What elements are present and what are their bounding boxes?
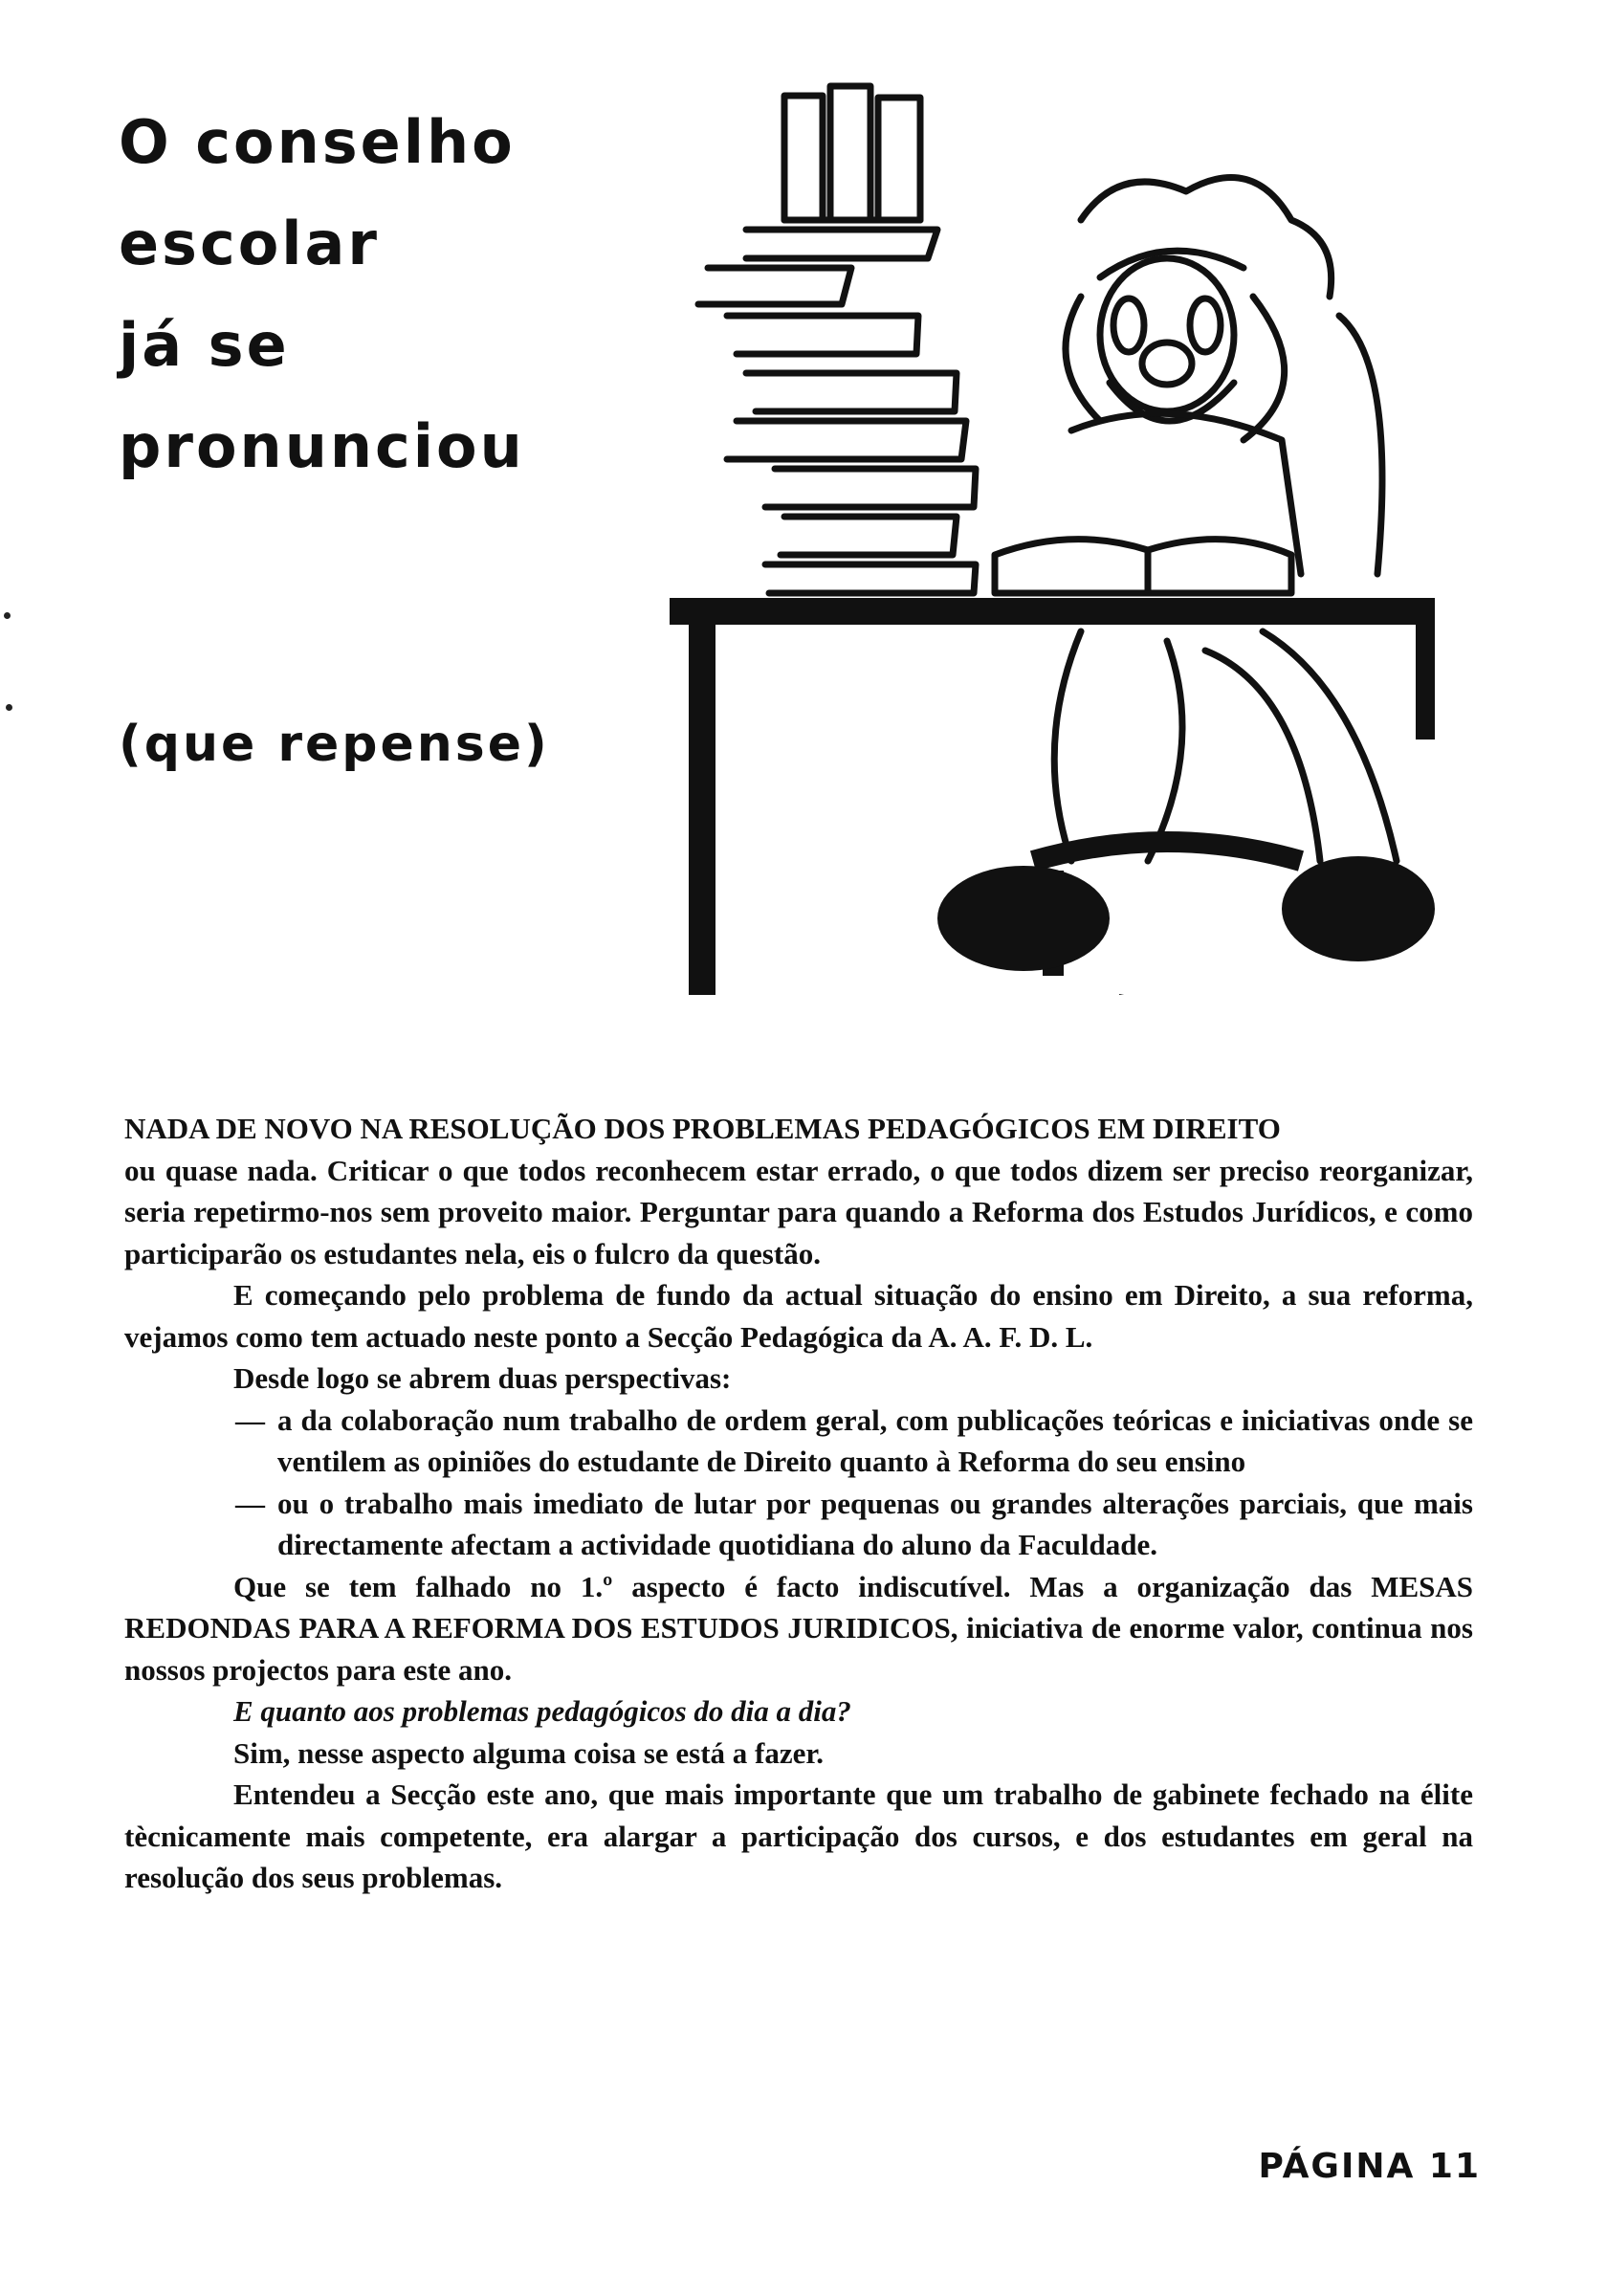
bullet-mark: — — [235, 1402, 265, 1437]
paragraph-2: E começando pelo problema de fundo da actual situação do ensino em Direito, a sua reforma, vejamos como tem actuado neste ponto a Secção Pedagógica da A. A. F. D. L. — [124, 1278, 1473, 1354]
article-body — [124, 1108, 1473, 1899]
article-title — [119, 92, 525, 497]
title-line-4: pronunciou — [119, 411, 525, 481]
paragraph-1: ou quase nada. Criticar o que todos reconhecem estar errado, o que todos dizem ser preciso reorganizar, seria repetirmo-nos sem proveito maior. Perguntar para quando a Reforma dos Estudos Jurídicos, e como participarão os estudantes nela, eis o fulcro da questão. — [124, 1153, 1473, 1270]
title-line-3: já se — [119, 310, 290, 380]
student-overwhelmed-books-icon — [670, 77, 1492, 995]
page-number: PÁGINA 11 — [1258, 2147, 1481, 2186]
paragraph-5: Sim, nesse aspecto alguma coisa se está a fazer. — [233, 1735, 825, 1770]
scan-speck — [4, 612, 11, 619]
paragraph-4: Que se tem falhado no 1.º aspecto é facto indiscutível. Mas a organização das MESAS REDONDAS PARA A REFORMA DOS ESTUDOS JURIDICOS, iniciativa de enorme valor, continua nos nossos projectos para este ano. — [124, 1569, 1473, 1687]
bullet-text-2: ou o trabalho mais imediato de lutar por pequenas ou grandes alterações parciais, que mais directamente afectam a actividade quotidiana do aluno da Faculdade. — [277, 1486, 1473, 1561]
scan-speck — [6, 704, 12, 711]
title-line-2: escolar — [119, 209, 380, 278]
question-line: E quanto aos problemas pedagógicos do dia a dia? — [233, 1694, 851, 1728]
paragraph-3: Desde logo se abrem duas perspectivas: — [233, 1361, 732, 1395]
title-line-1: O conselho — [119, 107, 516, 177]
article-heading: NADA DE NOVO NA RESOLUÇÃO DOS PROBLEMAS PEDAGÓGICOS EM DIREITO — [124, 1112, 1281, 1145]
bullet-item-1 — [124, 1400, 1473, 1483]
bullet-item-2 — [124, 1483, 1473, 1566]
bullet-text-1: a da colaboração num trabalho de ordem geral, com publicações teóricas e iniciativas onde se ventilem as opiniões do estudante de Direito quanto à Reforma do seu ensino — [277, 1402, 1473, 1478]
bullet-mark: — — [235, 1486, 265, 1520]
article-subtitle: (que repense) — [119, 716, 550, 773]
paragraph-6: Entendeu a Secção este ano, que mais importante que um trabalho de gabinete fechado na élite tècnicamente mais competente, era alargar a participação dos cursos, e dos estudantes em geral na resolução dos seus problemas. — [124, 1777, 1473, 1894]
